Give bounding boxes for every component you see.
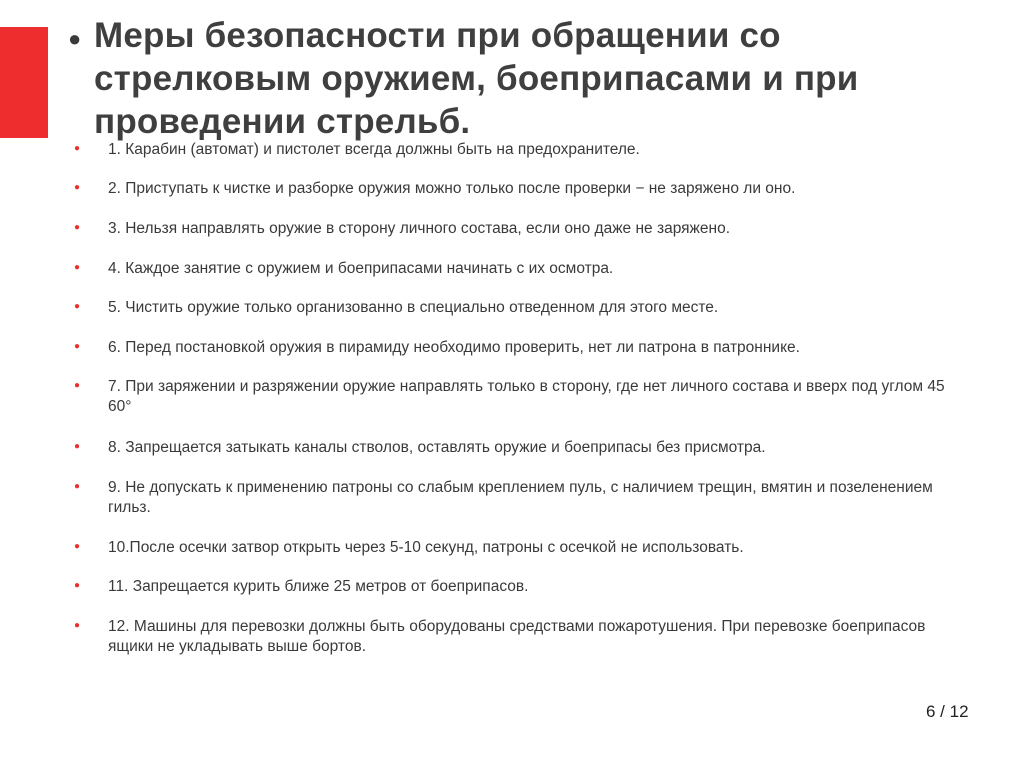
bullet-icon: ● <box>74 620 81 631</box>
bullet-icon: ● <box>74 182 81 193</box>
bullet-icon: ● <box>74 143 81 154</box>
rule-text: 5. Чистить оружие только организованно в специально отведенном для этого месте. <box>108 299 719 316</box>
bullet-icon: ● <box>74 380 81 391</box>
rule-text: 11. Запрещается курить ближе 25 метров от боеприпасов. <box>108 578 529 595</box>
bullet-icon: ● <box>74 301 81 312</box>
list-item <box>74 538 744 558</box>
rule-text: 7. При заряжении и разряжении оружие направлять только в сторону, где нет личного состава и вверх под углом 45 60° <box>108 378 945 415</box>
title-block <box>68 14 968 143</box>
list-item <box>74 140 640 160</box>
bullet-icon: ● <box>74 441 81 452</box>
bullet-icon: ● <box>74 222 81 233</box>
bullet-icon: ● <box>74 541 81 552</box>
list-item <box>74 219 730 239</box>
rule-text: 2. Приступать к чистке и разборке оружия можно только после проверки − не заряжено ли оно. <box>108 180 796 197</box>
rule-text: 1. Карабин (автомат) и пистолет всегда должны быть на предохранителе. <box>108 141 640 158</box>
rule-text: 12. Машины для перевозки должны быть оборудованы средствами пожаротушения. При перевозке боеприпасов ящики не укладывать выше бортов. <box>108 618 926 655</box>
rule-text: 9. Не допускать к применению патроны со слабым креплением пуль, с наличием трещин, вмятин и позеленением гильз. <box>108 479 933 516</box>
list-item <box>74 577 528 597</box>
rule-text: 8. Запрещается затыкать каналы стволов, оставлять оружие и боеприпасы без присмотра. <box>108 439 766 456</box>
title-bullet-icon: ● <box>68 26 82 51</box>
bullet-icon: ● <box>74 341 81 352</box>
rule-text: 3. Нельзя направлять оружие в сторону личного состава, если оно даже не заряжено. <box>108 220 731 237</box>
slide-title: Меры безопасности при обращении со стрелковым оружием, боеприпасами и при проведении стрельб. <box>94 16 859 141</box>
list-item <box>74 478 954 518</box>
bullet-icon: ● <box>74 580 81 591</box>
rule-text: 6. Перед постановкой оружия в пирамиду необходимо проверить, нет ли патрона в патроннике. <box>108 339 800 356</box>
bullet-icon: ● <box>74 262 81 273</box>
list-item <box>74 438 766 458</box>
page-indicator: 6 / 12 <box>926 702 969 721</box>
list-item <box>74 179 795 199</box>
bullet-icon: ● <box>74 481 81 492</box>
list-item <box>74 617 954 657</box>
list-item <box>74 377 954 417</box>
list-item <box>74 338 800 358</box>
list-item <box>74 298 718 318</box>
list-item <box>74 259 613 279</box>
rule-text: 4. Каждое занятие с оружием и боеприпасами начинать с их осмотра. <box>108 260 614 277</box>
rule-text: 10.После осечки затвор открыть через 5-10 секунд, патроны с осечкой не использовать. <box>108 539 744 556</box>
accent-bar <box>0 27 48 138</box>
